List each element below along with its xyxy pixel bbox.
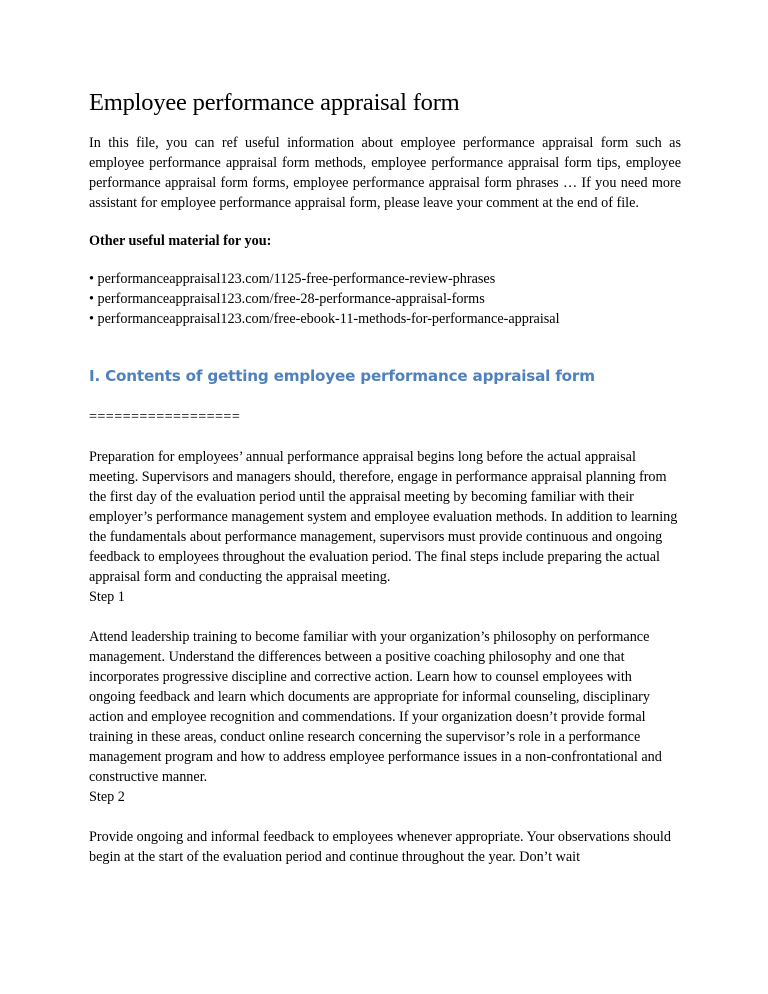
material-link[interactable]: • performanceappraisal123.com/1125-free-performance-review-phrases [89,271,496,287]
divider-line: ================== [89,409,241,425]
body-paragraph-training: Attend leadership training to become familiar with your organization’s philosophy on performance management. Understand the differences between a positive coaching philosophy and one that incorporates progressive discipline and corrective action. Learn how to counsel employees with ongoing feedback and learn which documents are appropriate for informal counseling, disciplinary action and employee recognition and commendations. If your organization doesn’t provide formal training in these areas, conduct online research concerning the supervisor’s role in a performance management program and how to address employee performance issues in a non-confrontational and constructive manner. [89,629,662,785]
material-link[interactable]: • performanceappraisal123.com/free-28-performance-appraisal-forms [89,291,485,307]
material-links-list [89,269,681,329]
body-paragraph-feedback: Provide ongoing and informal feedback to employees whenever appropriate. Your observations should begin at the start of the evaluation period and continue throughout the year. Don’t wait [89,829,671,865]
material-link[interactable]: • performanceappraisal123.com/free-ebook-11-methods-for-performance-appraisal [89,311,560,327]
body-paragraph-preparation: Preparation for employees’ annual performance appraisal begins long before the actual appraisal meeting. Supervisors and managers should, therefore, engage in performance appraisal planning from the first day of the evaluation period until the appraisal meeting by becoming familiar with their employer’s performance management system and employee evaluation methods. In addition to learning the fundamentals about performance management, supervisors must provide continuous and ongoing feedback to employees throughout the evaluation period. The final steps include preparing the actual appraisal form and conducting the appraisal meeting. [89,449,678,585]
other-material-heading: Other useful material for you: [89,233,272,249]
page-title: Employee performance appraisal form [89,89,460,116]
document-content [89,88,681,867]
step-label-1: Step 1 [89,589,125,605]
intro-paragraph: In this file, you can ref useful information about employee performance appraisal form such as employee performance appraisal form methods, employee performance appraisal form tips, employee performance appraisal form forms, employee performance appraisal form phrases … If you need more assistant for employee performance appraisal form, please leave your comment at the end of file. [89,135,681,211]
section-heading: I. Contents of getting employee performance appraisal form [89,367,595,385]
step-label-2: Step 2 [89,789,125,805]
